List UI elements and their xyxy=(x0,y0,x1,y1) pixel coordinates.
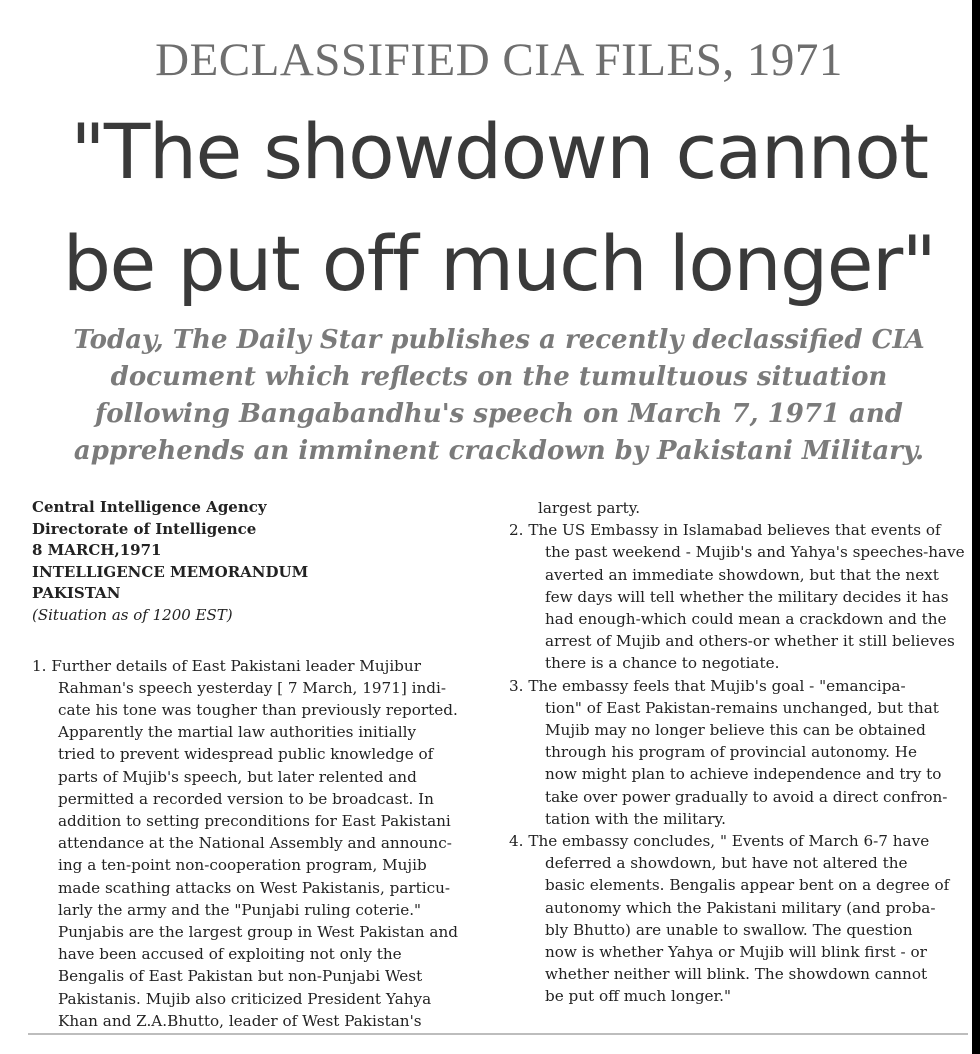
p2-line: there is a chance to negotiate. xyxy=(545,654,780,673)
memo-situation: (Situation as of 1200 EST) xyxy=(32,605,233,624)
p1-line: attendance at the National Assembly and announc- xyxy=(58,834,452,853)
standfirst xyxy=(60,322,938,470)
memo-date: 8 MARCH,1971 xyxy=(32,541,162,560)
memo-directorate: Directorate of Intelligence xyxy=(32,519,257,538)
p1-line: have been accused of exploiting not only the xyxy=(58,945,402,964)
paragraph-2 xyxy=(509,519,971,674)
p1-line: addition to setting preconditions for East Pakistani xyxy=(58,811,451,830)
p4-line: basic elements. Bengalis appear bent on a degree of xyxy=(545,876,950,895)
paragraph-1 xyxy=(32,655,494,1032)
p1-line: cate his tone was tougher than previously reported. xyxy=(58,700,458,719)
p3-line: Mujib may no longer believe this can be obtained xyxy=(545,721,926,740)
p1-line: 1. Further details of East Pakistani leader Mujibur xyxy=(32,656,421,675)
right-column xyxy=(509,497,971,1008)
p3-line: tion" of East Pakistan-remains unchanged, but that xyxy=(545,698,939,717)
standfirst-line-2: document which reflects on the tumultuous situation xyxy=(110,362,888,392)
p4-line: be put off much longer." xyxy=(545,987,731,1006)
p1-line: Rahman's speech yesterday [ 7 March, 1971] indi- xyxy=(58,678,446,697)
p2-line: 2. The US Embassy in Islamabad believes that events of xyxy=(509,521,941,540)
p3-line: take over power gradually to avoid a direct confron- xyxy=(545,787,948,806)
p1-line: ing a ten-point non-cooperation program, Mujib xyxy=(58,856,427,875)
p3-line: through his program of provincial autonomy. He xyxy=(545,743,917,762)
p1-line: Apparently the martial law authorities initially xyxy=(58,723,417,742)
memo-agency: Central Intelligence Agency xyxy=(32,498,267,516)
p3-line: 3. The embassy feels that Mujib's goal - "emancipa- xyxy=(509,676,906,695)
p2-line: few days will tell whether the military decides it has xyxy=(545,587,949,606)
memo-doc-type: INTELLIGENCE MEMORANDUM xyxy=(32,562,309,581)
paragraph-3 xyxy=(509,675,971,830)
p2-line: had enough-which could mean a crackdown and the xyxy=(545,610,947,629)
standfirst-line-3: following Bangabandhu's speech on March 7, 1971 and xyxy=(95,399,903,429)
paragraph-4 xyxy=(509,830,971,1008)
p1-line: Khan and Z.A.Bhutto, leader of West Pakistan's xyxy=(58,1011,422,1030)
headline-line-1: "The showdown cannot xyxy=(70,107,928,196)
headline xyxy=(0,96,980,320)
p1-line: Pakistanis. Mujib also criticized President Yahya xyxy=(58,989,432,1008)
left-column xyxy=(32,497,494,1032)
p1-line: permitted a recorded version to be broadcast. In xyxy=(58,789,434,808)
p1-line: Punjabis are the largest group in West Pakistan and xyxy=(58,923,458,941)
p1-line: made scathing attacks on West Pakistanis, particu- xyxy=(58,878,451,897)
standfirst-line-1: Today, The Daily Star publishes a recently declassified CIA xyxy=(73,325,925,355)
p1-line: tried to prevent widespread public knowledge of xyxy=(58,745,434,764)
p2-line: arrest of Mujib and others-or whether it still believes xyxy=(545,632,955,651)
p2-line: averted an immediate showdown, but that the next xyxy=(545,565,939,584)
p2-line: the past weekend - Mujib's and Yahya's speeches-have xyxy=(545,543,965,562)
bottom-divider xyxy=(28,1033,968,1035)
p4-line: now is whether Yahya or Mujib will blink first - or xyxy=(545,943,927,962)
memo-country: PAKISTAN xyxy=(32,584,121,603)
paragraph-1-continued xyxy=(509,497,971,519)
p1-line: larly the army and the "Punjabi ruling coterie." xyxy=(58,900,422,919)
p1-line: Bengalis of East Pakistan but non-Punjabi West xyxy=(58,967,423,986)
headline-line-2: be put off much longer" xyxy=(62,219,936,308)
p1-line: parts of Mujib's speech, but later relented and xyxy=(58,767,417,786)
p4-line: 4. The embassy concludes, " Events of March 6-7 have xyxy=(509,832,930,851)
standfirst-line-4: apprehends an imminent crackdown by Pakistani Military. xyxy=(73,436,925,466)
memo-header xyxy=(32,497,494,627)
p4-line: whether neither will blink. The showdown cannot xyxy=(545,965,928,984)
p3-line: tation with the military. xyxy=(545,809,726,828)
p1-cont-line: largest party. xyxy=(538,499,641,517)
kicker: DECLASSIFIED CIA FILES, 1971 xyxy=(155,34,843,86)
p4-line: bly Bhutto) are unable to swallow. The question xyxy=(545,920,913,939)
p3-line: now might plan to achieve independence and try to xyxy=(545,765,942,784)
page-edge-bar xyxy=(972,0,980,1054)
p4-line: autonomy which the Pakistani military (and proba- xyxy=(545,898,936,917)
p4-line: deferred a showdown, but have not altered the xyxy=(545,854,908,873)
